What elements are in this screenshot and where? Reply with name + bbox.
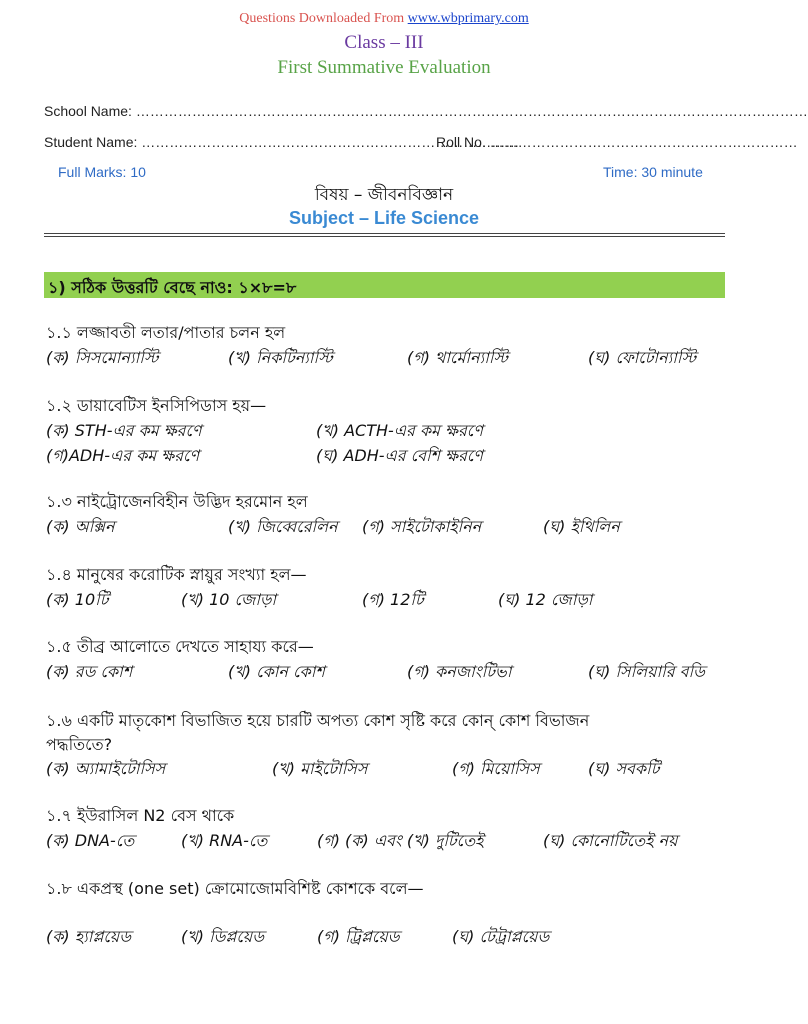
question-1-7: ১.৭ ইউরাসিল N2 বেস থাকে <box>46 806 235 825</box>
option-1-4-a[interactable]: (ক) 10টি <box>46 590 109 609</box>
question-1-3: ১.৩ নাইট্রোজেনবিহীন উদ্ভিদ হরমোন হল <box>46 492 308 511</box>
option-1-5-c[interactable]: (গ) কনজাংটিভা <box>407 662 512 681</box>
source-link[interactable]: www.wbprimary.com <box>407 11 529 26</box>
option-1-3-d[interactable]: (ঘ) ইথিলিন <box>543 517 620 536</box>
option-1-1-a[interactable]: (ক) সিসমোন্যাস্টি <box>46 348 159 367</box>
option-1-7-d[interactable]: (ঘ) কোনোটিতেই নয় <box>543 831 678 850</box>
option-1-1-b[interactable]: (খ) নিকটিন্যাস্টি <box>228 348 333 367</box>
source-prefix: Questions Downloaded From <box>239 11 408 26</box>
roll-number-field: Roll No. ………………………………………………………… <box>436 134 798 150</box>
full-marks: Full Marks: 10 <box>58 164 146 180</box>
question-1-5: ১.৫ তীব্র আলোতে দেখতে সাহায্য করে— <box>46 637 314 656</box>
time-allowed: Time: 30 minute <box>603 164 703 180</box>
option-1-6-c[interactable]: (গ) মিয়োসিস <box>452 759 540 778</box>
question-1-2: ১.২ ডায়াবেটিস ইনসিপিডাস হয়— <box>46 396 267 415</box>
divider-top <box>44 233 725 234</box>
divider-bottom <box>44 236 725 237</box>
option-1-7-b[interactable]: (খ) RNA-তে <box>181 831 268 850</box>
option-1-2-b[interactable]: (খ) ACTH-এর কম ক্ষরণে <box>316 421 483 440</box>
evaluation-title: First Summative Evaluation <box>277 57 491 78</box>
class-title: Class – III <box>344 32 424 53</box>
question-1-1: ১.১ লজ্জাবতী লতার/পাতার চলন হল <box>46 323 286 342</box>
option-1-6-b[interactable]: (খ) মাইটোসিস <box>272 759 368 778</box>
section-header <box>44 272 725 298</box>
option-1-2-a[interactable]: (ক) STH-এর কম ক্ষরণে <box>46 421 202 440</box>
source-line <box>0 11 768 27</box>
option-1-7-a[interactable]: (ক) DNA-তে <box>46 831 135 850</box>
subject-bengali: বিষয় – জীবনবিজ্ঞান <box>314 185 454 205</box>
question-1-4: ১.৪ মানুষের করোটিক স্নায়ুর সংখ্যা হল— <box>46 565 307 584</box>
option-1-3-c[interactable]: (গ) সাইটোকাইনিন <box>362 517 482 536</box>
question-1-6-continued: পদ্ধতিতে? <box>46 735 113 754</box>
student-name-field: Student Name: ……………………………………………………………………… <box>44 134 520 150</box>
option-1-1-c[interactable]: (গ) থার্মোন্যাস্টি <box>407 348 508 367</box>
option-1-4-c[interactable]: (গ) 12টি <box>362 590 424 609</box>
option-1-5-a[interactable]: (ক) রড কোশ <box>46 662 133 681</box>
question-1-6: ১.৬ একটি মাতৃকোশ বিভাজিত হয়ে চারটি অপত্য কোশ সৃষ্টি করে কোন্ কোশ বিভাজন <box>46 711 590 730</box>
option-1-6-d[interactable]: (ঘ) সবকটি <box>588 759 660 778</box>
option-1-8-c[interactable]: (গ) ট্রিপ্লয়েড <box>317 927 400 946</box>
option-1-3-a[interactable]: (ক) অক্সিন <box>46 517 115 536</box>
option-1-7-c[interactable]: (গ) (ক) এবং (খ) দুটিতেই <box>317 831 484 850</box>
question-1-8: ১.৮ একপ্রস্থ (one set) ক্রোমোজোমবিশিষ্ট কোশকে বলে— <box>46 879 424 898</box>
option-1-3-b[interactable]: (খ) জিব্বেরেলিন <box>228 517 338 536</box>
option-1-8-a[interactable]: (ক) হ্যাপ্লয়েড <box>46 927 132 946</box>
section-title: ১) সঠিক উত্তরটি বেছে নাও: ১×৮=৮ <box>48 278 297 297</box>
option-1-1-d[interactable]: (ঘ) ফোটোন্যাস্টি <box>588 348 696 367</box>
option-1-8-d[interactable]: (ঘ) টেট্রাপ্লয়েড <box>452 927 550 946</box>
subject-english: Subject – Life Science <box>288 208 480 228</box>
option-1-6-a[interactable]: (ক) অ্যামাইটোসিস <box>46 759 166 778</box>
option-1-5-d[interactable]: (ঘ) সিলিয়ারি বডি <box>588 662 705 681</box>
option-1-5-b[interactable]: (খ) কোন কোশ <box>228 662 325 681</box>
option-1-8-b[interactable]: (খ) ডিপ্লয়েড <box>181 927 264 946</box>
option-1-2-c[interactable]: (গ)ADH-এর কম ক্ষরণে <box>46 446 200 465</box>
option-1-4-d[interactable]: (ঘ) 12 জোড়া <box>498 590 593 609</box>
school-name-field: School Name: ……………………………………………………………………………………………………………………………… <box>44 103 808 119</box>
option-1-2-d[interactable]: (ঘ) ADH-এর বেশি ক্ষরণে <box>316 446 483 465</box>
option-1-4-b[interactable]: (খ) 10 জোড়া <box>181 590 277 609</box>
